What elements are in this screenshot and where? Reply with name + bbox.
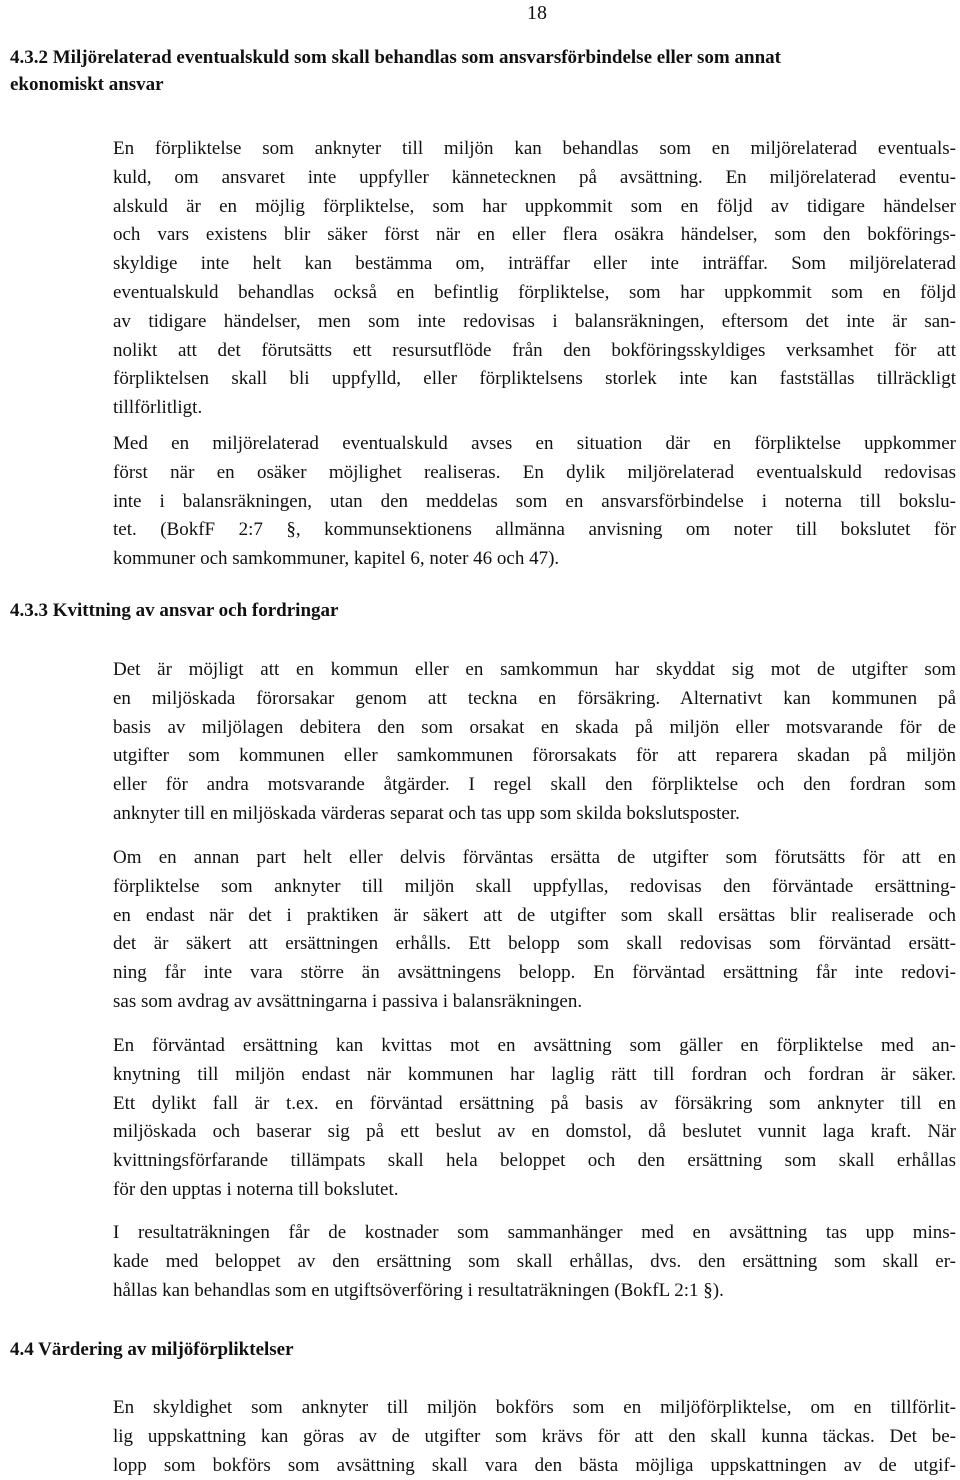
text-line: ning får inte vara större än avsättningens belopp. En förväntad ersättning får inte redovi-: [113, 962, 956, 984]
text-line: Om en annan part helt eller delvis förväntas ersätta de utgifter som förutsätts för att en: [113, 847, 956, 868]
text-line: En skyldighet som anknyter till miljön bokförs som en miljöförpliktelse, om en tillförlit-: [113, 1397, 956, 1418]
text-line: och vars existens blir säker först när en eller flera osäkra händelser, som den bokförings-: [113, 224, 956, 246]
section-heading-4-3-2: [10, 44, 781, 98]
text-line: av tidigare händelser, men som inte redovisas i balansräkningen, eftersom det inte är san-: [113, 310, 956, 332]
text-line: I resultaträkningen får de kostnader som sammanhänger med en avsättning tas upp mins-: [113, 1222, 956, 1243]
text-line: först när en osäker möjlighet realiseras. En dylik miljörelaterad eventualskuld redovisas: [113, 461, 956, 483]
text-line: anknyter till en miljöskada värderas separat och tas upp som skilda bokslutsposter.: [113, 802, 740, 824]
text-line: nolikt att det förutsätts ett resursutflöde från den bokföringsskyldiges verksamhet för att: [113, 339, 956, 361]
text-line: kvittningsförfarande tillämpats skall hela beloppet och den ersättning som skall erhållas: [113, 1150, 956, 1172]
text-line: tillförlitligt.: [113, 397, 203, 419]
text-line: en miljöskada förorsakar genom att teckna en försäkring. Alternativt kan kommunen på: [113, 687, 956, 709]
section-heading-4-4: [10, 1336, 294, 1363]
text-line: för den upptas i noterna till bokslutet.: [113, 1178, 399, 1200]
text-line: basis av miljölagen debitera den som orsakat en skada på miljön eller motsvarande för de: [113, 716, 956, 738]
text-line: kade med beloppet av den ersättning som skall erhållas, dvs. den ersättning som skall er-: [113, 1250, 956, 1272]
text-line: En förpliktelse som anknyter till miljön kan behandlas som en miljörelaterad eventuals-: [113, 138, 956, 159]
heading-line: 4.3.2 Miljörelaterad eventualskuld som skall behandlas som ansvarsförbindelse eller som annat: [10, 47, 781, 68]
text-line: kommuner och samkommuner, kapitel 6, noter 46 och 47).: [113, 548, 560, 570]
paragraph: [113, 844, 956, 1017]
text-line: sas som avdrag av avsättningarna i passiva i balansräkningen.: [113, 990, 583, 1012]
text-line: En förväntad ersättning kan kvittas mot en avsättning som gäller en förpliktelse med an-: [113, 1035, 956, 1056]
text-line: kuld, om ansvaret inte uppfyller kännetecknen på avsättning. En miljörelaterad eventu-: [113, 166, 956, 188]
heading-line: ekonomiskt ansvar: [10, 74, 164, 95]
text-line: miljöskada och baserar sig på ett beslut av en domstol, då beslutet vunnit laga kraft. När: [113, 1121, 956, 1143]
paragraph: [113, 656, 956, 829]
text-line: Det är möjligt att en kommun eller en samkommun har skyddat sig mot de utgifter som: [113, 659, 956, 680]
text-line: hållas kan behandlas som en utgiftsöverföring i resultaträkningen (BokfL 2:1 §).: [113, 1279, 724, 1301]
section-heading-4-3-3: [10, 597, 338, 624]
page-number: 18: [527, 2, 547, 24]
text-line: utgifter som kommunen eller samkommunen förorsakats för att reparera skadan på miljön: [113, 745, 956, 767]
text-line: förpliktelse som anknyter till miljön skall uppfyllas, redovisas den förväntade ersättning-: [113, 875, 956, 897]
text-line: Ett dylikt fall är t.ex. en förväntad ersättning på basis av försäkring som anknyter till en: [113, 1092, 956, 1114]
text-line: eller för andra motsvarande åtgärder. I regel skall den förpliktelse och den fordran som: [113, 774, 956, 796]
text-line: lopp som bokförs som avsättning skall vara den bästa möjliga uppskattningen av de utgif-: [113, 1454, 956, 1476]
paragraph: [113, 135, 956, 423]
paragraph: [113, 1032, 956, 1205]
text-line: en endast när det i praktiken är säkert att de utgifter som skall ersättas blir realiserade och: [113, 904, 956, 926]
text-line: det är säkert att ersättningen erhålls. Ett belopp som skall redovisas som förväntad ersätt-: [113, 933, 956, 955]
text-line: lig uppskattning kan göras av de utgifter som krävs för att den skall kunna täckas. Det be-: [113, 1425, 956, 1447]
paragraph: [113, 1394, 956, 1480]
text-line: tet. (BokfF 2:7 §, kommunsektionens allmänna anvisning om noter till bokslutet för: [113, 519, 956, 541]
paragraph: [113, 1219, 956, 1305]
text-line: förpliktelsen skall bli uppfylld, eller förpliktelsens storlek inte kan fastställas tillräckligt: [113, 368, 956, 390]
paragraph: [113, 430, 956, 574]
heading-line: 4.4 Värdering av miljöförpliktelser: [10, 1339, 294, 1360]
text-line: alskuld är en möjlig förpliktelse, som har uppkommit som en följd av tidigare händelser: [113, 195, 956, 217]
text-line: eventualskuld behandlas också en befintlig förpliktelse, som har uppkommit som en följd: [113, 281, 956, 303]
text-line: Med en miljörelaterad eventualskuld avses en situation där en förpliktelse uppkommer: [113, 433, 956, 454]
heading-line: 4.3.3 Kvittning av ansvar och fordringar: [10, 600, 339, 621]
text-line: knytning till miljön endast när kommunen har laglig rätt till fordran och fordran är säker.: [113, 1063, 956, 1085]
text-line: skyldige inte helt kan bestämma om, inträffar eller inte inträffar. Som miljörelaterad: [113, 253, 956, 275]
text-line: inte i balansräkningen, utan den meddelas som en ansvarsförbindelse i noterna till bokslu-: [113, 490, 956, 512]
